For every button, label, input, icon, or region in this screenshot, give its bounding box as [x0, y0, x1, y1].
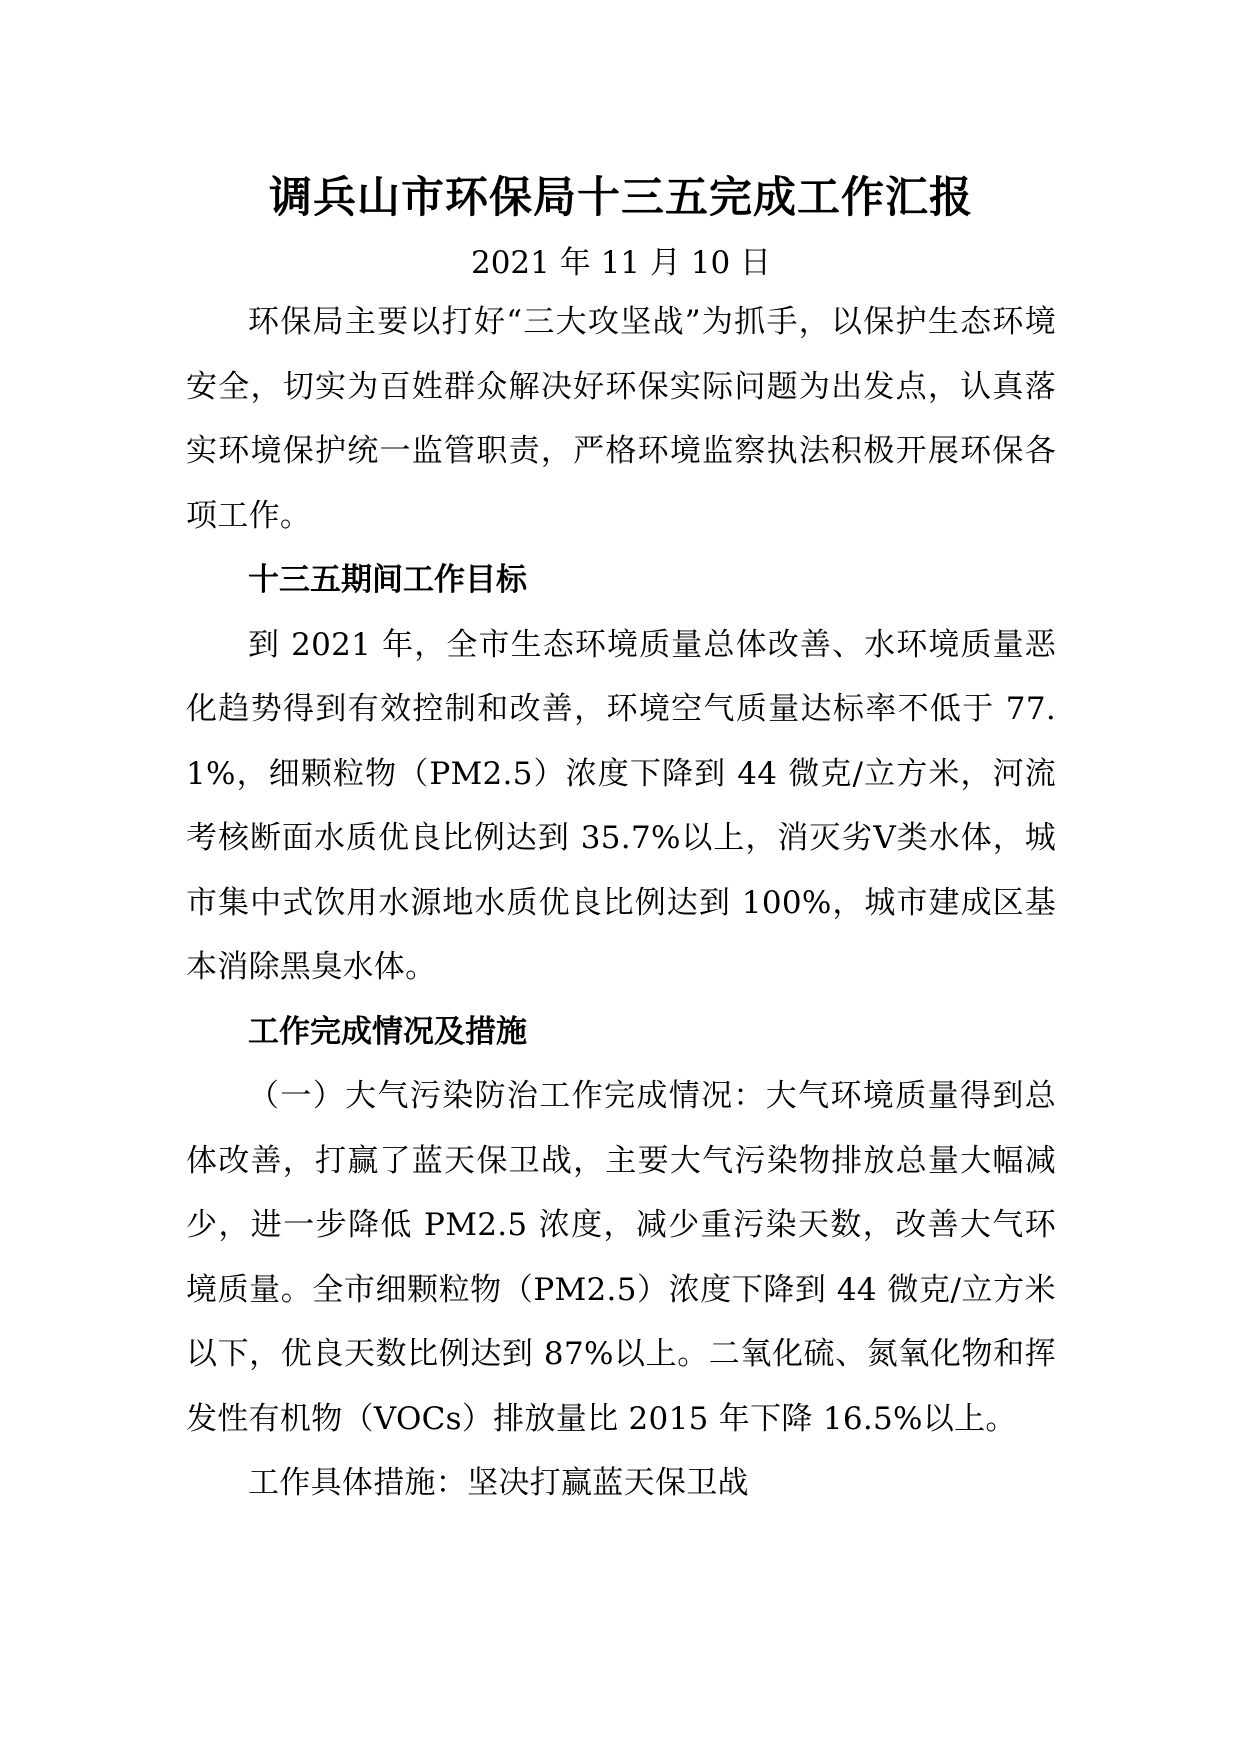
section-heading-goals: 十三五期间工作目标	[248, 562, 527, 598]
section-heading-progress: 工作完成情况及措施	[248, 1013, 527, 1050]
air-pollution-paragraph: （一）大气污染防治工作完成情况：大气环境质量得到总体改善，打赢了蓝天保卫战，主要大气污染物排放总量大幅减少，进一步降低 PM2.5 浓度，减少重污染天数，改善大气环境质量。全市细颗粒物（PM2.5）浓度下降到 44 微克/立方米以下，优良天数比例达到 87%以上。二氧化硫、氮氧化物和挥发性有机物（VOCs）排放量比 2015 年下降 16.5%以上。	[186, 1078, 1056, 1437]
document-date: 2021 年 11 月 10 日	[470, 245, 772, 281]
measures-line: 工作具体措施：坚决打赢蓝天保卫战	[248, 1465, 749, 1501]
document-title: 调兵山市环保局十三五完成工作汇报	[269, 173, 973, 223]
intro-paragraph: 环保局主要以打好“三大攻坚战”为抓手，以保护生态环境安全，切实为百姓群众解决好环保实际问题为出发点，认真落实环境保护统一监管职责，严格环境监察执法积极开展环保各项工作。	[186, 304, 1056, 534]
document-page	[186, 160, 1056, 1516]
goals-paragraph: 到 2021 年，全市生态环境质量总体改善、水环境质量恶化趋势得到有效控制和改善，环境空气质量达标率不低于 77.1%，细颗粒物（PM2.5）浓度下降到 44 微克/立方米，河流考核断面水质优良比例达到 35.7%以上，消灭劣Ⅴ类水体，城市集中式饮用水源地水质优良比例达到 100%，城市建成区基本消除黑臭水体。	[186, 626, 1056, 985]
